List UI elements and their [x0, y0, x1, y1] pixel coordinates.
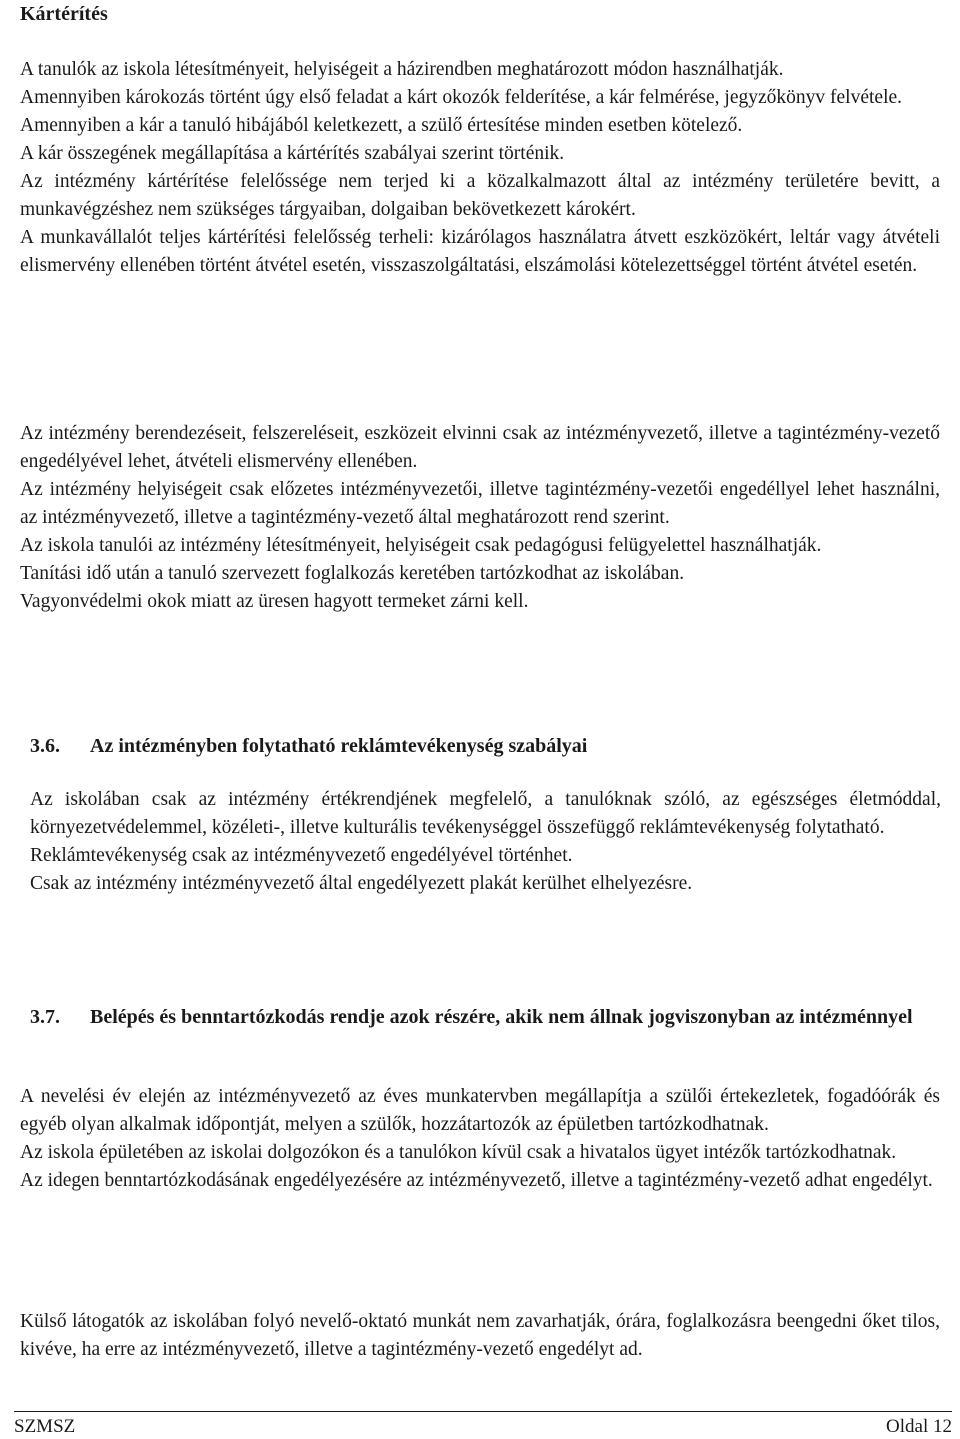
paragraph: A kár összegének megállapítása a kártérítés szabályai szerint történik. [20, 143, 565, 164]
paragraph: A munkavállalót teljes kártérítési felelősség terheli: kizárólagos használatra átvett eszközökért, leltár vagy átvételi elismervény ellenében történt átvétel esetén, visszaszolgáltatási, elszámolási kötelezettséggel történt átvétel esetén. [20, 227, 940, 276]
section-3-6-heading [30, 732, 942, 760]
section-title: Belépés és benntartózkodás rendje azok részére, akik nem állnak jogviszonyban az intézménnyel [90, 1006, 913, 1028]
berendezes-section [20, 420, 940, 616]
paragraph: Az idegen benntartózkodásának engedélyezésére az intézményvezető, illetve a tagintézmény-vezető adhat engedélyt. [20, 1170, 933, 1191]
heading-karterites: Kártérítés [20, 3, 108, 25]
section-number: 3.6. [30, 735, 60, 757]
section-number: 3.7. [30, 1006, 60, 1028]
paragraph: Amennyiben a kár a tanuló hibájából keletkezett, a szülő értesítése minden esetben kötelező. [20, 115, 743, 136]
paragraph: Az iskola épületében az iskolai dolgozókon és a tanulókon kívül csak a hivatalos ügyet intézők tartózkodhatnak. [20, 1142, 897, 1163]
paragraph: Csak az intézmény intézményvezető által engedélyezett plakát kerülhet elhelyezésre. [30, 873, 693, 894]
paragraph: Az intézmény berendezéseit, felszereléseit, eszközeit elvinni csak az intézményvezető, illetve a tagintézmény-vezető engedélyével lehet, átvételi elismervény ellenében. [20, 423, 940, 472]
paragraph: Az intézmény kártérítése felelőssége nem terjed ki a közalkalmazott által az intézmény területére bevitt, a munkavégzéshez nem szükséges tárgyaiban, dolgaiban bekövetkezett károkért. [20, 171, 940, 220]
paragraph: Tanítási idő után a tanuló szervezett foglalkozás keretében tartózkodhat az iskolában. [20, 563, 685, 584]
paragraph: Az iskola tanulói az intézmény létesítményeit, helyiségeit csak pedagógusi felügyelettel használhatják. [20, 535, 822, 556]
paragraph: Külső látogatók az iskolában folyó nevelő-oktató munkát nem zavarhatják, órára, foglalkozásra beengedni őket tilos, kivéve, ha erre az intézményvezető, illetve a tagintézmény-vezető engedélyt ad. [20, 1311, 940, 1360]
karterites-section [20, 56, 940, 280]
footer-document-name: SZMSZ [14, 1416, 76, 1437]
section-3-7-closing [20, 1308, 940, 1364]
section-3-7-body [20, 1083, 940, 1195]
paragraph: A nevelési év elején az intézményvezető az éves munkatervben megállapítja a szülői értekezletek, fogadóórák és egyéb olyan alkalmak időpontját, melyen a szülők, hozzátartozók az épületben tartózkodhatnak. [20, 1086, 940, 1135]
paragraph: Vagyonvédelmi okok miatt az üresen hagyott termeket zárni kell. [20, 591, 529, 612]
page-footer [14, 1411, 952, 1439]
section-3-6-body [30, 786, 941, 898]
paragraph: Reklámtevékenység csak az intézményvezető engedélyével történhet. [30, 845, 573, 866]
section-3-7-heading [30, 1003, 942, 1031]
section-title: Az intézményben folytatható reklámtevékenység szabályai [90, 735, 588, 757]
paragraph: Amennyiben károkozás történt úgy első feladat a kárt okozók felderítése, a kár felmérése, jegyzőkönyv felvétele. [20, 87, 903, 108]
paragraph: Az intézmény helyiségeit csak előzetes intézményvezetői, illetve tagintézmény-vezetői engedéllyel lehet használni, az intézményvezető, illetve a tagintézmény-vezető által meghatározott rend szerint. [20, 479, 940, 528]
paragraph: A tanulók az iskola létesítményeit, helyiségeit a házirendben meghatározott módon használhatják. [20, 59, 784, 80]
footer-page-number: Oldal 12 [886, 1416, 952, 1437]
paragraph: Az iskolában csak az intézmény értékrendjének megfelelő, a tanulóknak szóló, az egészséges életmóddal, környezetvédelemmel, közéleti-, illetve kulturális tevékenységgel összefüggő reklámtevékenység folytatható. [30, 789, 941, 838]
